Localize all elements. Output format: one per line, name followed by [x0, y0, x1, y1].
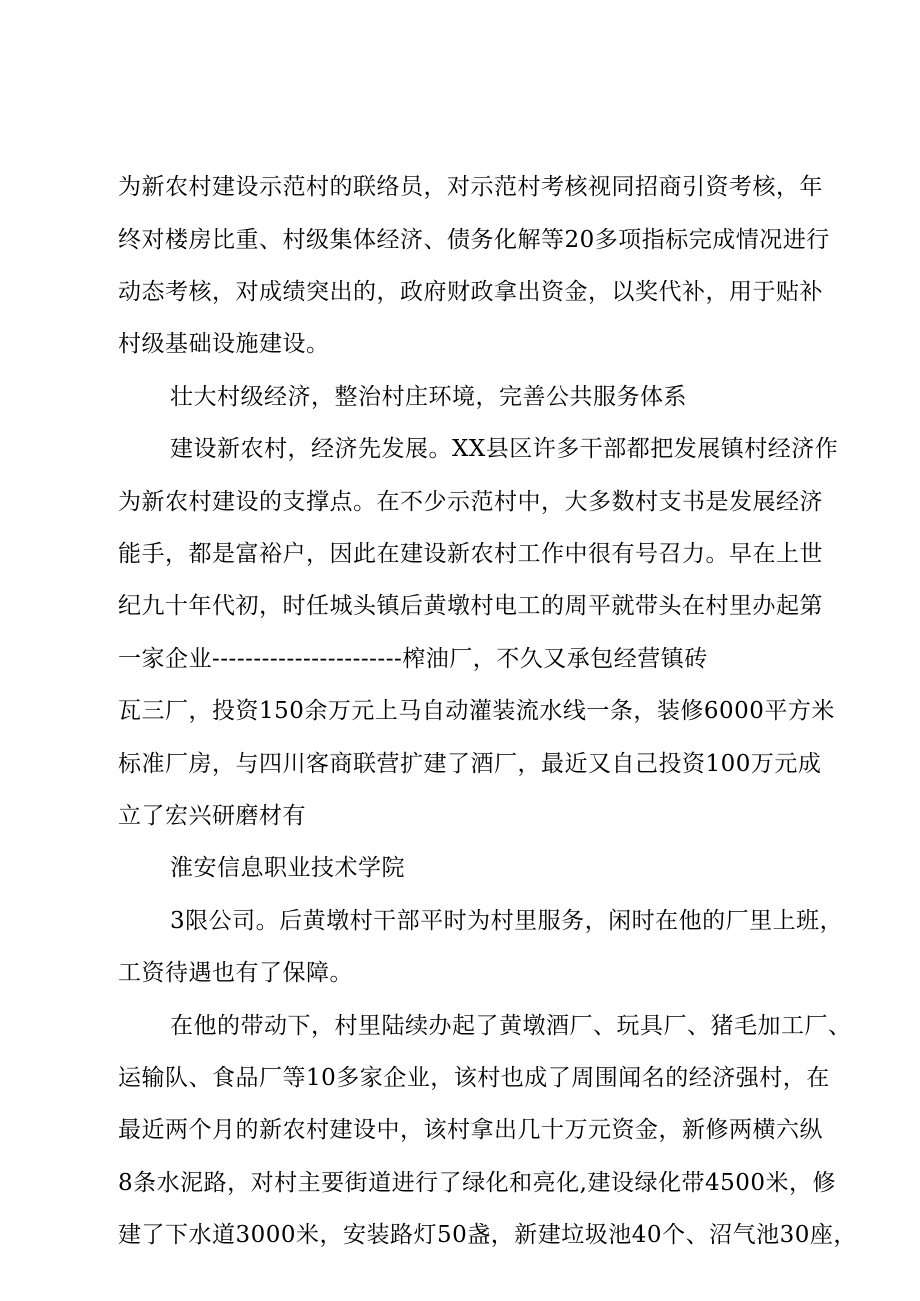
text-line: 为新农村建设示范村的联络员，对示范村考核视同招商引资考核，年	[118, 174, 823, 200]
institution-name: 淮安信息职业技术学院	[170, 855, 405, 881]
text-line: 动态考核，对成绩突出的，政府财政拿出资金，以奖代补，用于贴补	[118, 279, 823, 305]
text-line: 瓦三厂，投资150余万元上马自动灌装流水线一条，装修6000平方米	[118, 698, 835, 724]
text-line: 工资待遇也有了保障。	[118, 960, 353, 986]
text-line: 在他的带动下，村里陆续办起了黄墩酒厂、玩具厂、猪毛加工厂、	[170, 1013, 852, 1039]
text-line: 建设新农村，经济先发展。XX县区许多干部都把发展镇村经济作	[170, 436, 839, 462]
text-line: 运输队、食品厂等10多家企业，该村也成了周围闻名的经济强村，在	[118, 1065, 830, 1091]
text-line: 村级基础设施建设。	[118, 331, 330, 357]
text-line: 一家企业-----------------------榨油厂，不久又承包经营镇砖	[118, 646, 708, 672]
text-line: 立了宏兴研磨材有	[118, 803, 306, 829]
text-line: 建了下水道3000米，安装路灯50盏，新建垃圾池40个、沼气池30座，	[118, 1222, 857, 1248]
text-line: 最近两个月的新农村建设中，该村拿出几十万元资金，新修两横六纵	[118, 1117, 823, 1143]
text-line: 能手，都是富裕户，因此在建设新农村工作中很有号召力。早在上世	[118, 541, 823, 567]
text-line: 8条水泥路，对村主要街道进行了绿化和亮化,建设绿化带4500米，修	[118, 1170, 836, 1196]
text-line: 标准厂房，与四川客商联营扩建了酒厂，最近又自己投资100万元成	[118, 751, 822, 777]
section-heading: 壮大村级经济，整治村庄环境，完善公共服务体系	[170, 384, 687, 410]
text-line: 为新农村建设的支撑点。在不少示范村中，大多数村支书是发展经济	[118, 489, 823, 515]
text-line: 纪九十年代初，时任城头镇后黄墩村电工的周平就带头在村里办起第	[118, 593, 823, 619]
text-line: 终对楼房比重、村级集体经济、债务化解等20多项指标完成情况进行	[118, 227, 830, 253]
text-line: 3限公司。后黄墩村干部平时为村里服务，闲时在他的厂里上班，	[170, 908, 844, 934]
